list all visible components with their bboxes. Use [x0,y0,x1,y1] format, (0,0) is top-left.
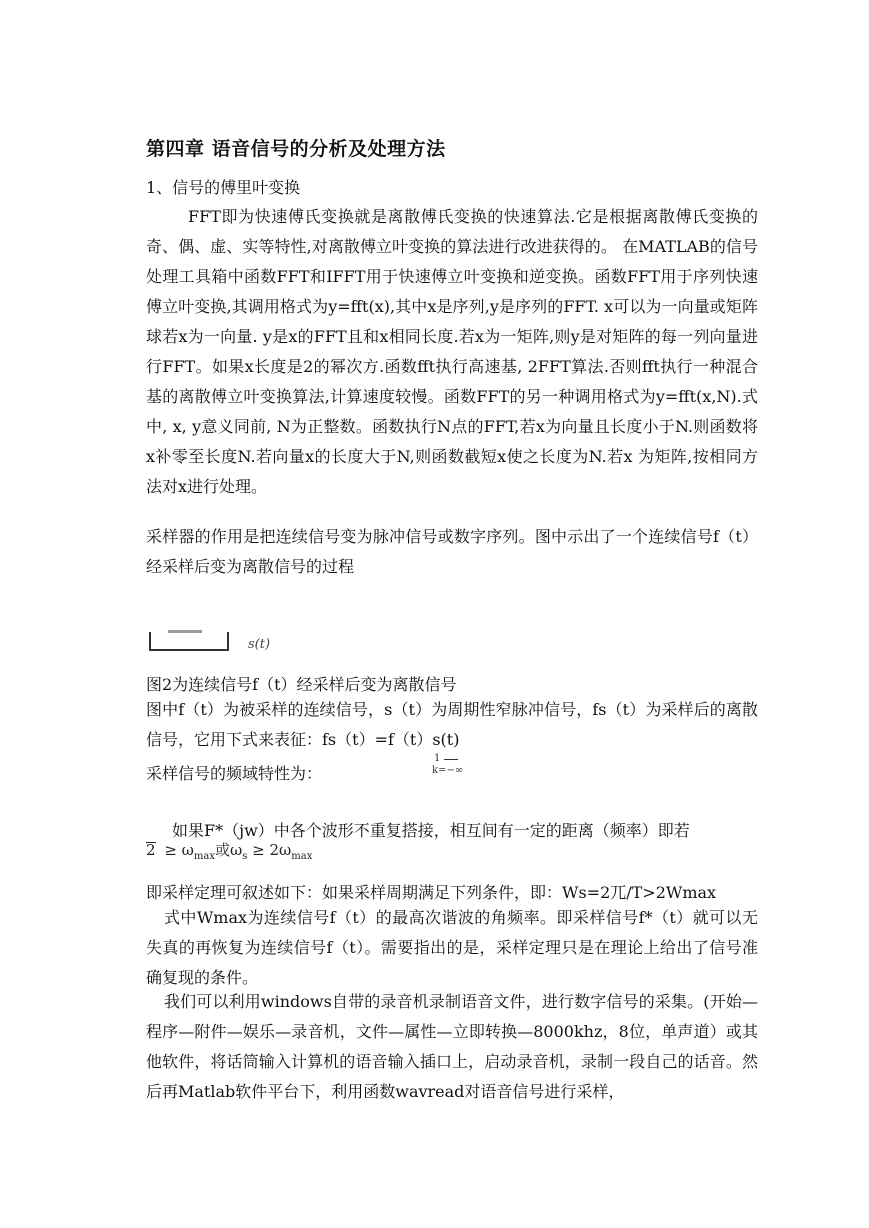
sampling-theorem-line: 即采样定理可叙述如下：如果采样周期满足下列条件，即：Ws=2兀/T>2Wmax [146,883,717,902]
figure-box-edge [150,632,228,650]
summation-fragment: 1 k=−∞ [432,753,464,776]
fft-paragraph: FFT即为快速傅氏变换就是离散傅氏变换的快速算法.它是根据离散傅氏变换的奇、偶、虚、实等特性,对离散傅立叶变换的算法进行改进获得的。 在MATLAB的信号处理工具箱中函数FFT和IFFT用于快速傅立叶变换和逆变换。函数FFT用于序列快速傅立叶变换,其调用格式为y=fft(x),其中x是序列,y是序列的FFT. x可以为一向量或矩阵球若x为一向量. y是x的FFT且和x相同长度.若x为一矩阵,则y是对矩阵的每一列向量进行FFT。如果x长度是2的幂次方.函数fft执行高速基, 2FFT算法.否则fft执行一种混合基的离散傅立叶变换算法,计算速度较慢。函数FFT的另一种调用格式为y=fft(x,N).式中, x, y意义同前, N为正整数。函数执行N点的FFT,若x为向量且长度小于N.则函数将x补零至长度N.若向量x的长度大于N,则函数截短x使之长度为N.若x 为矩阵,按相同方法对x进行处理。 [146,207,758,496]
wmax-paragraph: 式中Wmax为连续信号f（t）的最高次谐波的角频率。即采样信号f*（t）就可以无失真的再恢复为连续信号f（t）。需要指出的是，采样定理只是在理论上给出了信号准确复现的条件。 [146,908,758,987]
recording-paragraph: 我们可以利用windows自带的录音机录制语音文件，进行数字信号的采集。(开始—程序—附件—娱乐—录音机，文件—属性—立即转换—8000khz，8位，单声道）或其他软件，将话筒输入计算机的语音输入插口上，启动录音机，录制一段自己的话音。然后再Matlab软件平台下，利用函数wavread对语音信号进行采样， [146,992,758,1101]
chapter-title: 第四章 语音信号的分析及处理方法 [146,138,446,160]
condition-line: 如果F*（jw）中各个波形不重复搭接，相互间有一定的距离（频率）即若 [172,821,690,840]
condition-formula: $2 \ge \omega_{max}$或$\omega_s \ge 2\omega_{max}$ [146,841,313,862]
sampler-paragraph: 采样器的作用是把连续信号变为脉冲信号或数字序列。图中示出了一个连续信号f（t）经采样后变为离散信号的过程 [146,527,758,576]
figure-explanation: 图中f（t）为被采样的连续信号，s（t）为周期性窄脉冲信号，fs（t）为采样后的离散信号，它用下式来表征：fs（t）=f（t）s(t) [146,700,758,749]
figure-smudge [168,630,202,633]
summation-lower-limit: k=−∞ [432,765,464,776]
spectrum-line: 采样信号的频域特性为： [146,764,323,783]
figure-st-label: s(t) [248,637,271,652]
figure-caption: 图2为连续信号f（t）经采样后变为离散信号 [146,675,457,694]
section-heading: 1、信号的傅里叶变换 [146,178,301,197]
sampling-figure-fragment [146,628,286,658]
